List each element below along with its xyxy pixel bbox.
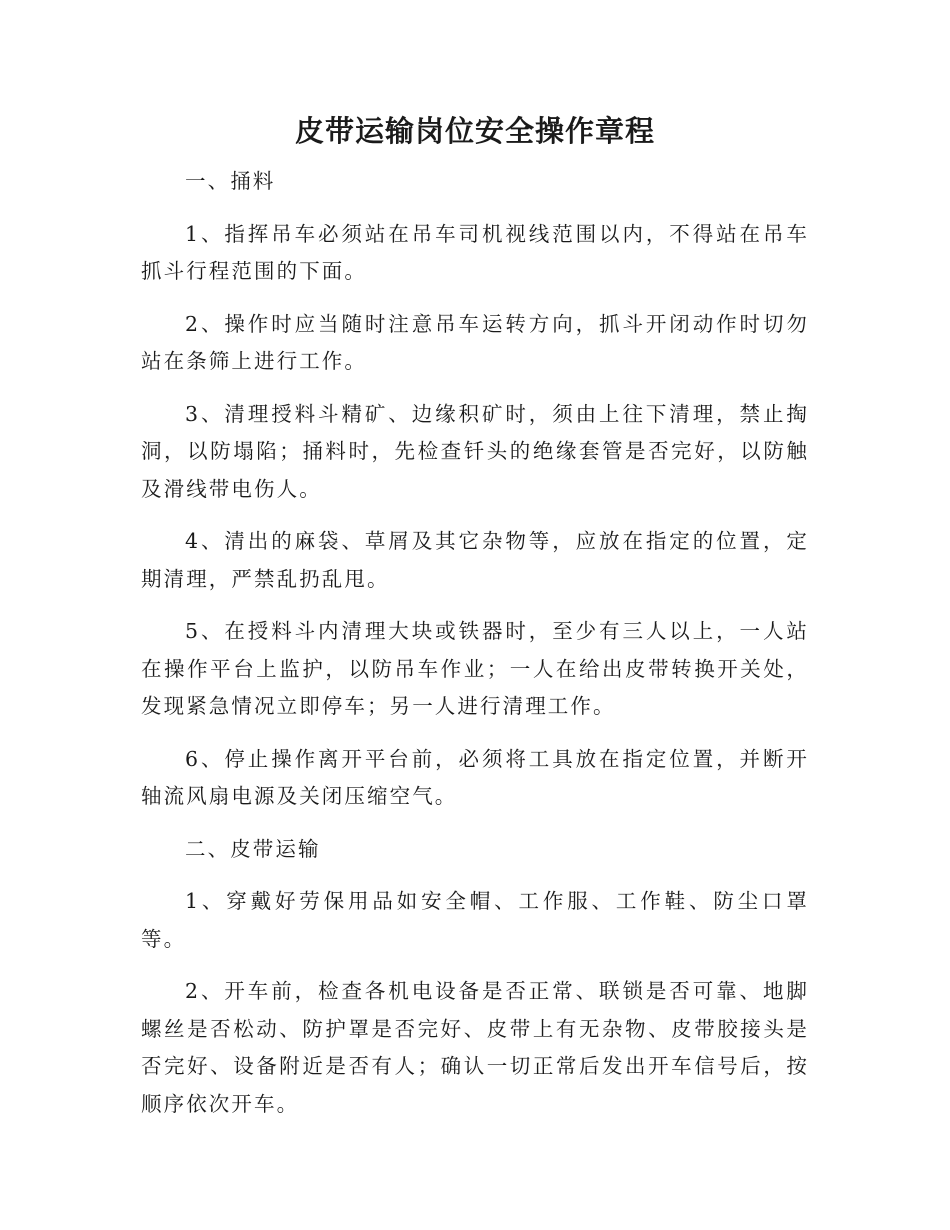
paragraph-1-4: 4、清出的麻袋、草屑及其它杂物等，应放在指定的位置，定期清理，严禁乱扔乱甩。	[141, 529, 809, 591]
section-heading-1: 一、捅料	[185, 169, 276, 193]
paragraph-1-6: 6、停止操作离开平台前，必须将工具放在指定位置，并断开轴流风扇电源及关闭压缩空气。	[141, 746, 809, 808]
paragraph-2-2: 2、开车前，检查各机电设备是否正常、联锁是否可靠、地脚螺丝是否松动、防护罩是否完好、皮带上有无杂物、皮带胶接头是否完好、设备附近是否有人；确认一切正常后发出开车信号后，按顺序依次开车。	[141, 979, 809, 1116]
paragraph-1-5: 5、在授料斗内清理大块或铁器时，至少有三人以上，一人站在操作平台上监护，以防吊车作业；一人在给出皮带转换开关处，发现紧急情况立即停车；另一人进行清理工作。	[141, 619, 809, 718]
paragraph-1-1: 1、指挥吊车必须站在吊车司机视线范围以内，不得站在吊车抓斗行程范围的下面。	[141, 221, 809, 283]
section-heading-2: 二、皮带运输	[185, 836, 321, 861]
document-title: 皮带运输岗位安全操作章程	[294, 114, 655, 148]
paragraph-2-1: 1、穿戴好劳保用品如安全帽、工作服、工作鞋、防尘口罩等。	[141, 889, 809, 951]
paragraph-1-3: 3、清理授料斗精矿、边缘积矿时，须由上往下清理，禁止掏洞，以防塌陷；捅料时，先检查钎头的绝缘套管是否完好，以防触及滑线带电伤人。	[141, 401, 809, 501]
document-body	[141, 163, 809, 1138]
paragraph-1-2: 2、操作时应当随时注意吊车运转方向，抓斗开闭动作时切勿站在条筛上进行工作。	[141, 311, 809, 373]
